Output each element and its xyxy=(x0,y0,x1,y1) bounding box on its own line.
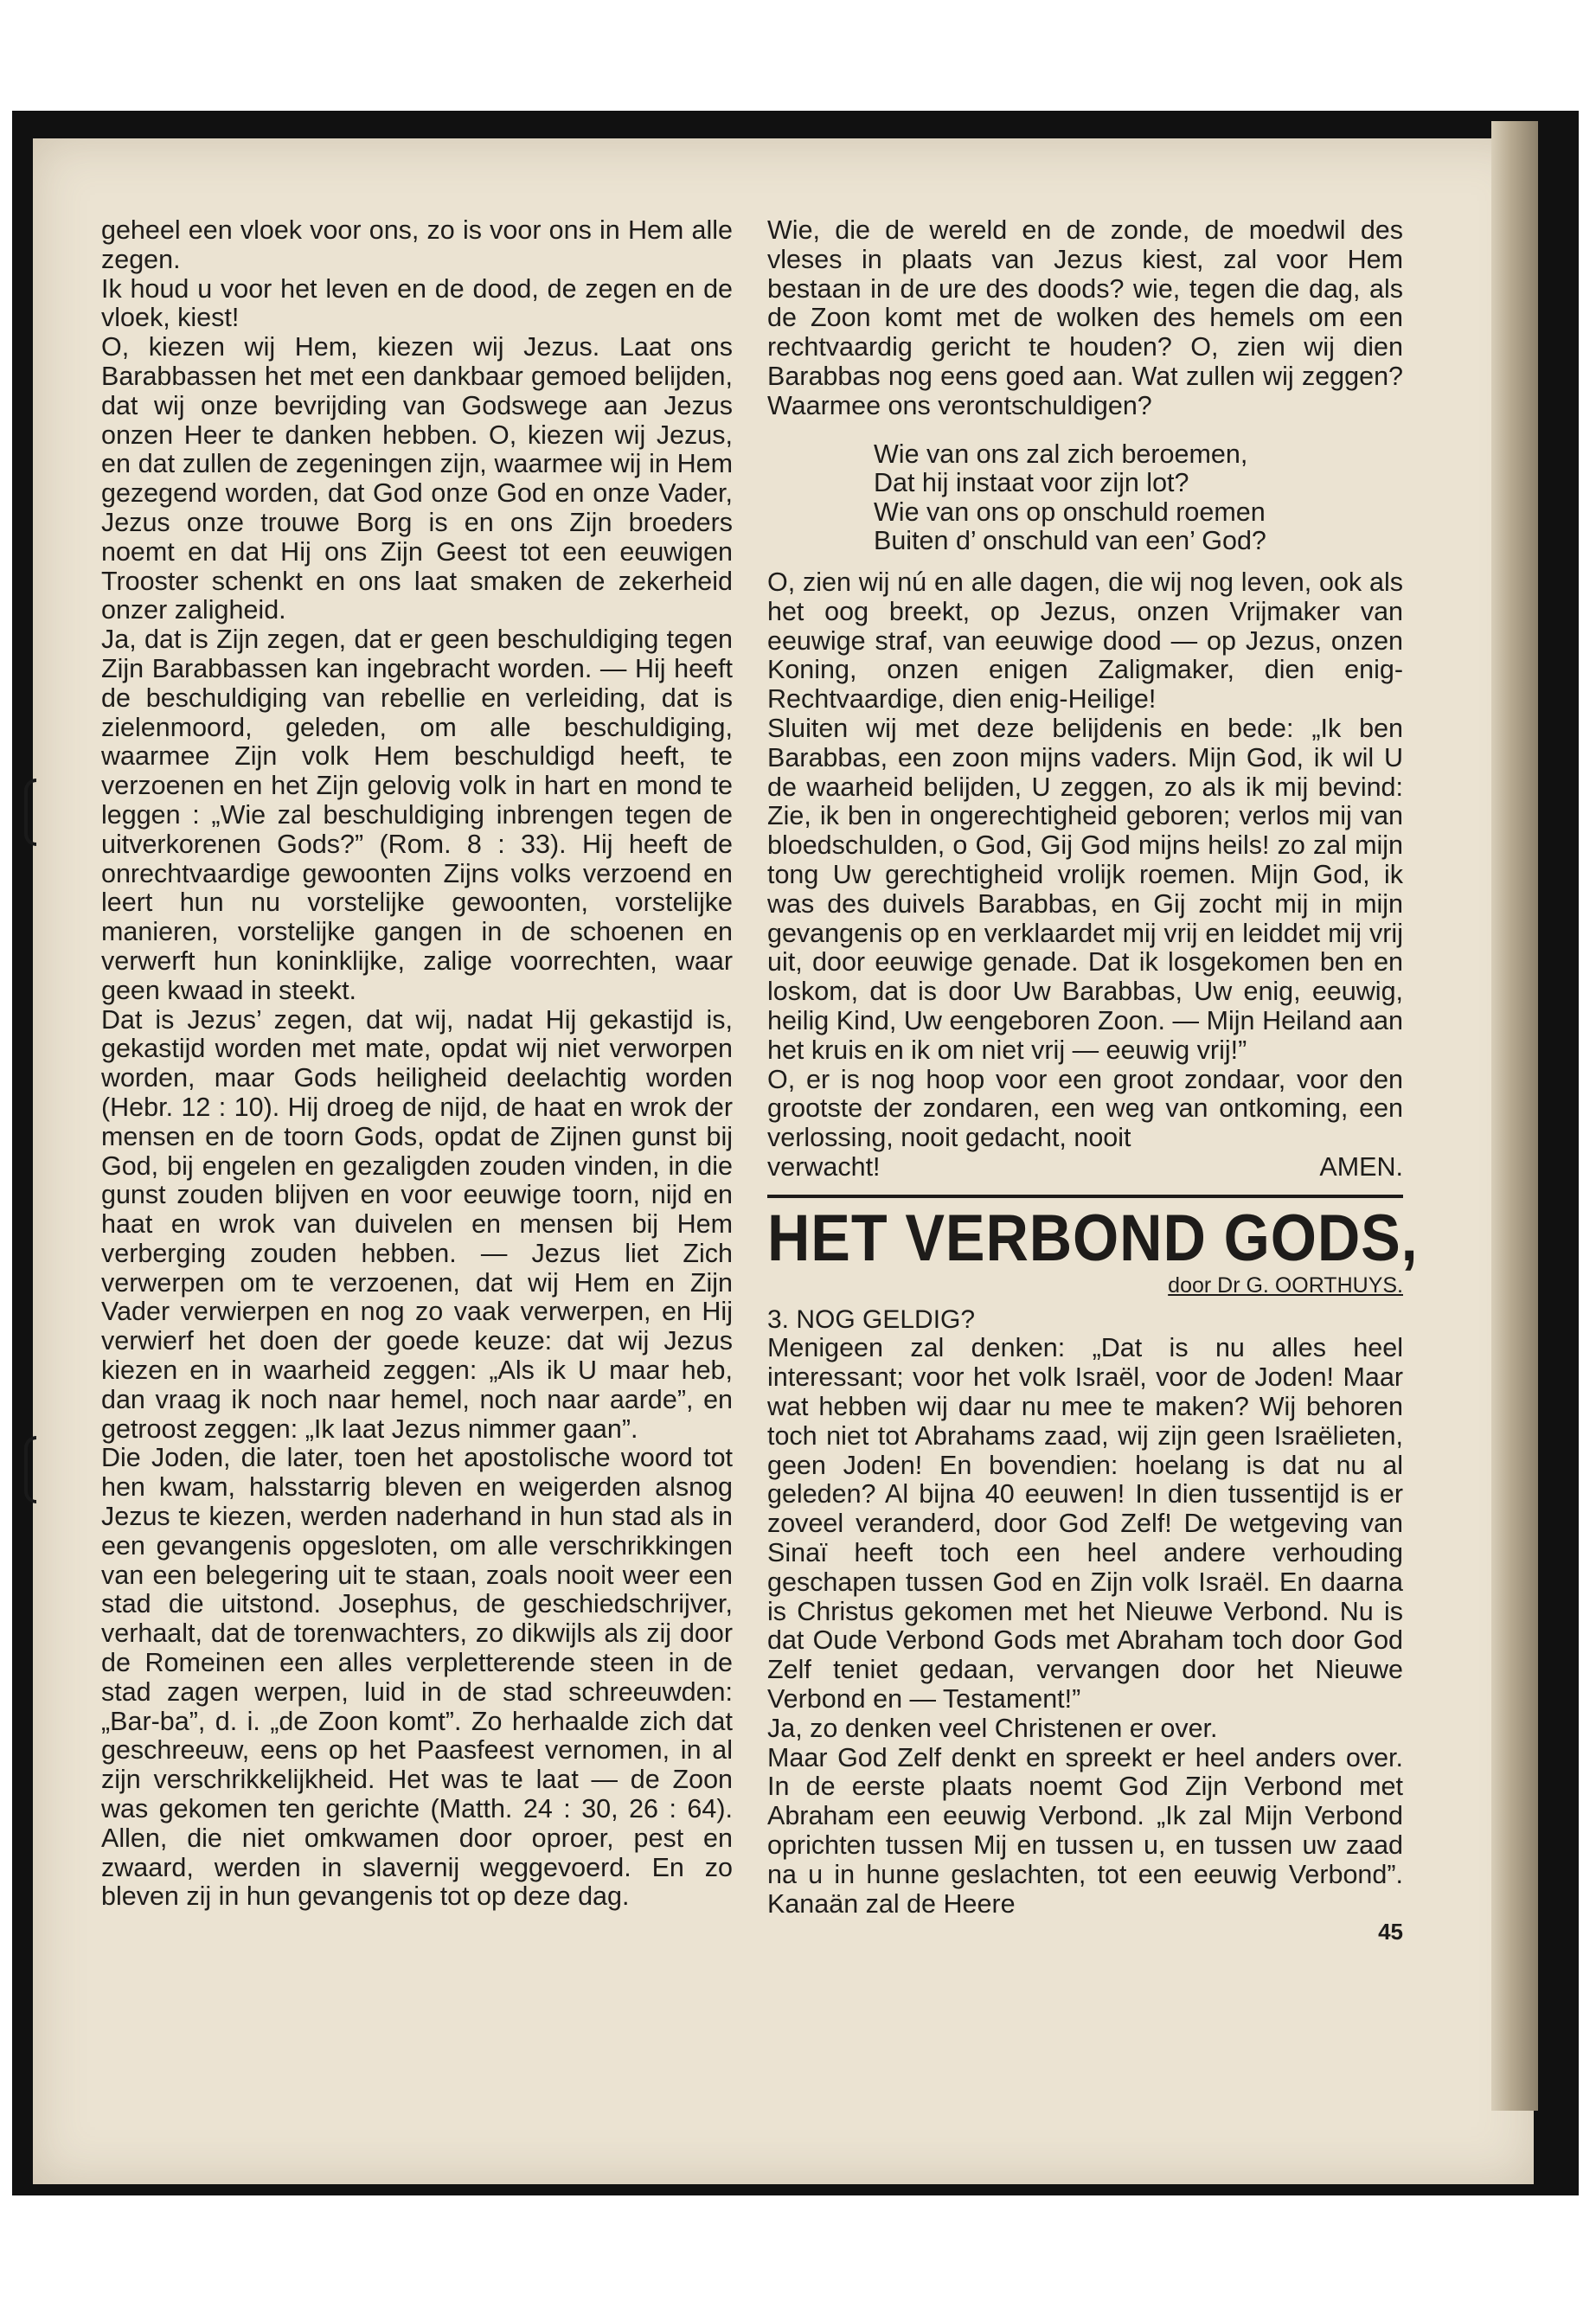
paragraph: Sluiten wij met deze belijdenis en bede: „Ik ben Barabbas, een zoon mijns vaders. Mijn God, ik wil U de waarheid belijden, U zeggen, zo als ik mij bevind: Zie, ik ben in ongerechtigheid geboren; verlos mij van bloedschulden, o God, Gij God mijns heils! zo zal mijn tong Uw gerechtigheid vrolijk roemen. Mijn God, ik was des duivels Barabbas, en Gij zocht mij in mijn gevangenis op en verklaardet mij vrij en leiddet mij vrij uit, door eeuwige genade. Dat ik losgekomen ben en loskom, dat is door Uw Barabbas, Uw enig, eeuwig, heilig Kind, Uw eengeboren Zoon. — Mijn Heiland aan het kruis en ik om niet vrij — eeuwig vrij!” xyxy=(767,713,1403,1065)
paragraph: O, zien wij nú en alle dagen, die wij nog leven, ook als het oog breekt, op Jezus, onzen Vrijmaker van eeuwige straf, van eeuwige dood — op Jezus, onzen Koning, onzen enigen Zaligmaker, dien enig-Rechtvaardige, dien enig-Heilige! xyxy=(767,567,1403,715)
section-subheading: 3. NOG GELDIG? xyxy=(767,1304,976,1334)
paragraph: O, er is nog hoop voor een groot zondaar, voor den grootste der zondaren, een weg van ontkoming, een verlossing, nooit gedacht, nooit xyxy=(767,1064,1403,1153)
binding-ring-mark xyxy=(24,779,36,846)
paragraph: geheel een vloek voor ons, zo is voor ons in Hem alle zegen. xyxy=(101,215,733,274)
paragraph: Maar God Zelf denkt en spreekt er heel anders over. In de eerste plaats noemt God Zijn Verbond met Abraham een eeuwig Verbond. „Ik zal Mijn Verbond oprichten tussen Mij en tussen u, en tussen uw zaad na u in hunne geslachten, tot een eeuwig Verbond”. Kanaän zal de Heere xyxy=(767,1742,1403,1919)
poem-line: Buiten d’ onschuld van een’ God? xyxy=(874,526,1266,556)
page-number: 45 xyxy=(1378,1919,1403,1945)
byline: door Dr G. OORTHUYS. xyxy=(1168,1272,1403,1298)
poem-line: Wie van ons zal zich beroemen, xyxy=(874,439,1248,469)
section-divider xyxy=(767,1195,1403,1198)
binding-marks xyxy=(0,779,61,1557)
right-column xyxy=(767,215,1419,1945)
article-title: HET VERBOND GODS, xyxy=(767,1201,1419,1275)
left-column xyxy=(101,216,733,1912)
paragraph: Ja, zo denken veel Christenen er over. xyxy=(767,1713,1218,1743)
closing-amen: AMEN. xyxy=(1319,1151,1403,1182)
binding-ring-mark xyxy=(24,1436,36,1503)
page-edge xyxy=(1491,121,1538,2111)
paragraph: Dat is Jezus’ zegen, dat wij, nadat Hij gekastijd is, gekastijd worden met mate, opdat wij niet verworpen worden, maar Gods heiligheid deelachtig worden (Hebr. 12 : 10). Hij droeg de nijd, de haat en wrok der mensen en de toorn Gods, opdat de Zijnen gunst bij God, bij engelen en gezaligden zouden vinden, in die gunst zouden blijven en voor eeuwige toorn, nijd en haat en wrok van duivelen en mensen bij Hem verberging zouden hebben. — Jezus liet Zich verwerpen om te verzoenen, dat wij Hem en Zijn Vader verwierpen en nog zo vaak verwerpen, en Hij verwierf het doen der goede keuze: dat wij Jezus kiezen en in waarheid zeggen: „Als ik U maar heb, dan vraag ik noch naar hemel, noch naar aarde”, en getroost zeggen: „Ik laat Jezus nimmer gaan”. xyxy=(101,1004,733,1444)
closing-line xyxy=(767,1153,1403,1183)
paragraph: Die Joden, die later, toen het apostolische woord tot hen kwam, halsstarrig bleven en weigerden alsnog Jezus te kiezen, werden naderhand in hun stad als in een gevangenis opgesloten, om alle verschrikkingen van een belegering uit te staan, zoals nooit weer een stad die uitstond. Josephus, de geschiedschrijver, verhaalt, dat de torenwachters, zo dikwijls als zij door de Romeinen een alles verpletterende steen in de stad zagen werpen, luid in de stad schreeuwden: „Bar-ba”, d. i. „de Zoon komt”. Zo herhaalde zich dat geschreeuw, eens op het Paasfeest vernomen, in al zijn verschrikkelijkheid. Het was te laat — de Zoon was gekomen ten gerichte (Matth. 24 : 30, 26 : 64). Allen, die niet omkwamen door oproer, pest en zwaard, werden in slavernij weggevoerd. En zo bleven zij in hun gevangenis tot op deze dag. xyxy=(101,1443,733,1912)
poem-line: Dat hij instaat voor zijn lot? xyxy=(874,468,1189,498)
closing-text: verwacht! xyxy=(767,1151,881,1182)
paragraph: Wie, die de wereld en de zonde, de moedwil des vleses in plaats van Jezus kiest, zal voor Hem bestaan in de ure des doods? wie, tegen die dag, als de Zoon komt met de wolken des hemels om een rechtvaardig gericht te houden? O, zien wij dien Barabbas nog eens goed aan. Wat zullen wij zeggen? Waarmee ons verontschuldigen? xyxy=(767,215,1403,420)
paragraph: O, kiezen wij Hem, kiezen wij Jezus. Laat ons Barabbassen het met een dankbaar gemoed belijden, dat wij onze bevrijding van Godswege aan Jezus onzen Heer te danken hebben. O, kiezen wij Jezus, en dat zullen de zegeningen zijn, waarmee wij in Hem gezegend worden, dat God onze God en onze Vader, Jezus onze trouwe Borg is en ons Zijn broeders noemt en dat Hij ons Zijn Geest tot een eeuwigen Trooster schenkt en ons laat smaken de zekerheid onzer zaligheid. xyxy=(101,332,733,625)
paragraph: Menigeen zal denken: „Dat is nu alles heel interessant; voor het volk Israël, voor de Joden! Maar wat hebben wij daar nu mee te maken? Wij behoren toch niet tot Abrahams zaad, wij zijn geen Israëlieten, geen Joden! En bovendien: hoelang is dat nu al geleden? Al bijna 40 eeuwen! In dien tussentijd is er zoveel veranderd, door God Zelf! De wetgeving van Sinaï heeft toch een heel andere verhouding geschapen tussen God en Zijn volk Israël. En daarna is Christus gekomen met het Nieuwe Verbond. Nu is dat Oude Verbond Gods met Abraham toch door God Zelf teniet gedaan, vervangen door het Nieuwe Verbond en — Testament!” xyxy=(767,1333,1403,1715)
poem-line: Wie van ons op onschuld roemen xyxy=(874,497,1266,527)
paragraph: Ja, dat is Zijn zegen, dat er geen beschuldiging tegen Zijn Barabbassen kan ingebracht worden. — Hij heeft de beschuldiging van rebellie en verleiding, dat is zielenmoord, geleden, om alle beschuldiging, waarmee Zijn volk Hem beschuldigd heeft, te verzoenen en het Zijn gelovig volk in hart en mond te leggen : „Wie zal beschuldiging inbrengen tegen de uitverkorenen Gods?” (Rom. 8 : 33). Hij heeft de onrechtvaardige gewoonten Zijns volks verzoend en leert hun nu vorstelijke gewoonten, vorstelijke manieren, vorstelijke gangen in de schoenen en verwerft hun koninklijke, zalige voorrechten, waar geen kwaad in steekt. xyxy=(101,625,733,1005)
paragraph: Ik houd u voor het leven en de dood, de zegen en de vloek, kiest! xyxy=(101,273,733,333)
poem xyxy=(874,440,1403,556)
